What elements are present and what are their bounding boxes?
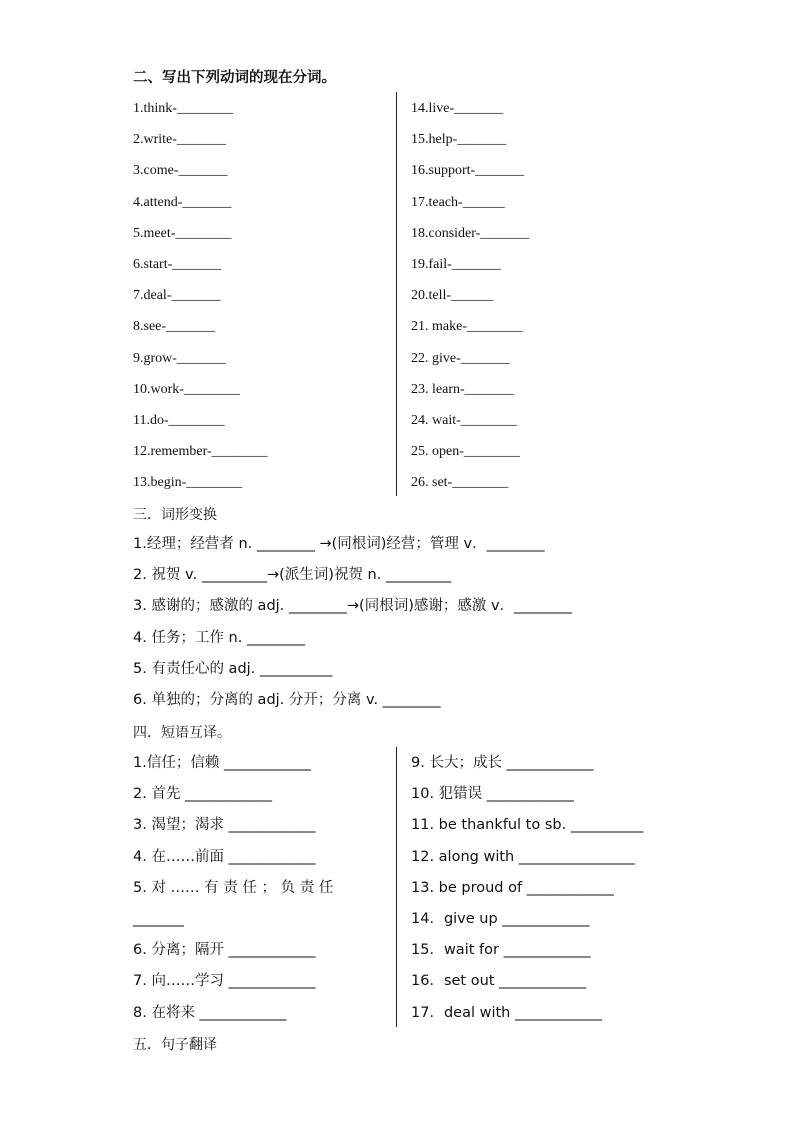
list-item: 11. be thankful to sb. __________ — [411, 817, 644, 834]
section3-title: 三．词形变换 — [133, 507, 217, 523]
list-item: 7.deal-_______ — [133, 288, 221, 304]
column-divider — [396, 92, 397, 496]
list-item: 14．give up ____________ — [411, 911, 590, 927]
list-item: 10.work-________ — [133, 381, 240, 397]
list-item: 11.do-________ — [133, 413, 225, 428]
list-item: 1.think-________ — [133, 101, 233, 116]
list-item: 3. 感谢的；感激的 adj. ________→(同根词)感谢；感激 v．________ — [133, 598, 573, 615]
list-item: 12. along with ________________ — [411, 848, 635, 865]
list-item: 3.come-_______ — [133, 163, 228, 179]
list-item: 22. give-_______ — [411, 350, 510, 366]
list-item: 26. set-________ — [411, 475, 509, 491]
list-item: 25. open-________ — [411, 444, 520, 460]
list-item: 8. 在将来 ____________ — [133, 1004, 287, 1021]
list-item: 4. 在……前面 ____________ — [133, 848, 316, 865]
list-item: 6. 分离；隔开 ____________ — [133, 942, 316, 959]
list-item: 14.live-_______ — [411, 101, 504, 116]
list-item: 9.grow-_______ — [133, 350, 226, 366]
list-item: 5. 对 …… 有 责 任 ； 负 责 任 — [133, 879, 334, 896]
list-item: 20.tell-______ — [411, 288, 494, 304]
list-item: 17．deal with ____________ — [411, 1004, 602, 1021]
list-item: 2.write-_______ — [133, 132, 226, 148]
list-item: 1.经理；经营者 n. ________ →(同根词)经营；管理 v．________ — [133, 536, 545, 552]
list-item: 7. 向……学习 ____________ — [133, 973, 316, 990]
list-item: 2. 祝贺 v. _________→(派生词)祝贺 n. _________ — [133, 567, 452, 584]
list-item: 1.信任；信赖 ____________ — [133, 755, 311, 771]
list-item: 13.begin-________ — [133, 475, 243, 491]
list-item: 3. 渴望；渴求 ____________ — [133, 817, 316, 834]
list-item: 4. 任务；工作 n. ________ — [133, 629, 305, 646]
column-divider — [396, 747, 397, 1027]
section4-title: 四．短语互译。 — [133, 725, 231, 741]
list-item: 15．wait for ____________ — [411, 942, 591, 959]
list-item: 6. 单独的；分离的 adj. 分开；分离 v. ________ — [133, 692, 441, 708]
section5-title: 五．句子翻译 — [133, 1037, 217, 1053]
list-item: 9. 长大；成长 ____________ — [411, 755, 594, 771]
list-item: 12.remember-________ — [133, 444, 268, 460]
list-item: 15.help-_______ — [411, 132, 507, 148]
list-item: 21. make-________ — [411, 319, 523, 335]
list-item: 2. 首先 ____________ — [133, 786, 273, 803]
list-item: 16．set out ____________ — [411, 973, 587, 990]
list-item: 24. wait-________ — [411, 413, 517, 428]
list-item: 5.meet-________ — [133, 225, 232, 241]
list-item: 19.fail-_______ — [411, 257, 501, 272]
list-item: 10. 犯错误 ____________ — [411, 786, 574, 803]
list-item: 17.teach-______ — [411, 194, 505, 210]
list-item: 23. learn-_______ — [411, 381, 514, 397]
list-item: 6.start-_______ — [133, 257, 222, 272]
list-item: 16.support-_______ — [411, 163, 525, 179]
list-item: 8.see-_______ — [133, 319, 216, 335]
list-item: 5. 有责任心的 adj. __________ — [133, 660, 333, 677]
section2-title: 二、写出下列动词的现在分词。 — [133, 70, 336, 86]
list-item: 18.consider-_______ — [411, 225, 530, 241]
list-item: 4.attend-_______ — [133, 194, 232, 210]
list-item: _______ — [133, 911, 184, 927]
list-item: 13. be proud of ____________ — [411, 879, 614, 896]
